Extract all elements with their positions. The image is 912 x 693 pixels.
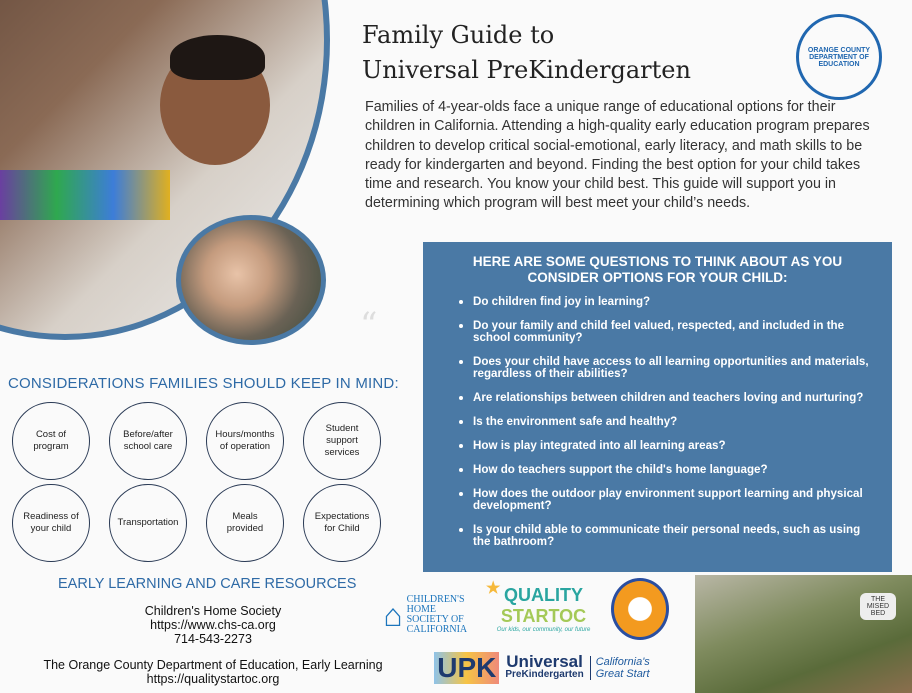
page-title — [362, 18, 691, 88]
consideration-circle: Cost of program — [12, 402, 90, 480]
considerations-heading: CONSIDERATIONS FAMILIES SHOULD KEEP IN MIND: — [8, 375, 399, 392]
garden-photo — [695, 575, 912, 693]
consideration-circle: Before/after school care — [109, 402, 187, 480]
qs-word-2: STARTOC — [500, 606, 587, 626]
resources-heading: EARLY LEARNING AND CARE RESOURCES — [58, 576, 357, 592]
question-item: Does your child have access to all learning opportunities and materials, regardless of their abilities? — [473, 356, 876, 380]
questions-panel — [423, 242, 892, 572]
question-item: Do children find joy in learning? — [473, 296, 876, 308]
consideration-circle: Readiness of your child — [12, 484, 90, 562]
house-icon: ⌂ — [383, 597, 403, 633]
ocde-logo — [796, 14, 882, 100]
garden-sign: THE MISED BED — [860, 593, 896, 620]
ocde-url[interactable]: https://qualitystartoc.org — [146, 672, 280, 686]
question-item: Is your child able to communicate their personal needs, such as using the bathroom? — [473, 524, 876, 548]
cgs-text: California's Great Start — [590, 656, 652, 680]
consideration-circle: Hours/months of operation — [206, 402, 284, 480]
intro-paragraph: Families of 4-year-olds face a unique range of educational options for their children in California. Attending a high-quality early education program prepares children to develop critical social-emotional, early literacy, and math skills to be ready for kindergarten and beyond. Finding the best option for your child takes time and research. You know your child best. This guide will support you in determining which program will best meet your child’s needs. — [365, 99, 870, 212]
upk-mark: UPK — [434, 652, 499, 684]
upk-sub: PreKindergarten — [505, 669, 584, 680]
consideration-circle: Transportation — [109, 484, 187, 562]
childcare-council-logo — [611, 578, 669, 640]
quote-mark-icon: “ — [360, 305, 378, 345]
chs-url[interactable]: https://www.chs-ca.org — [150, 618, 276, 632]
question-item: Is the environment safe and healthy? — [473, 416, 876, 428]
upk-name: Universal — [506, 652, 583, 671]
question-item: How is play integrated into all learning areas? — [473, 440, 876, 452]
chs-name: Children's Home Society — [144, 604, 282, 618]
upk-logo — [423, 648, 663, 688]
ocde-name: The Orange County Department of Education, Early Learning — [43, 658, 383, 672]
consideration-circle: Student support services — [303, 402, 381, 480]
ocde-logo-text: ORANGE COUNTY DEPARTMENT OF EDUCATION — [807, 46, 871, 68]
title-line-1: Family Guide to — [362, 21, 555, 49]
question-item: Are relationships between children and teachers loving and nurturing? — [473, 392, 876, 404]
ocde-resource — [18, 658, 408, 686]
consideration-circle: Meals provided — [206, 484, 284, 562]
chs-logo-text: CHILDREN'S HOME SOCIETY OF CALIFORNIA — [406, 594, 468, 635]
question-item: Do your family and child feel valued, respected, and included in the school community? — [473, 320, 876, 344]
qs-word-1: QUALITY — [504, 585, 583, 605]
question-item: How do teachers support the child's home language? — [473, 464, 876, 476]
qs-tagline: Our kids, our community, our future — [496, 627, 591, 633]
title-line-2: Universal PreKindergarten — [362, 56, 691, 84]
stars-icon: ★ — [486, 580, 501, 597]
children-inset-photo — [176, 215, 326, 345]
chs-logo — [366, 590, 486, 640]
chs-resource — [118, 604, 308, 646]
quality-start-logo — [486, 578, 601, 640]
question-item: How does the outdoor play environment support learning and physical development? — [473, 488, 876, 512]
chs-phone: 714-543-2273 — [174, 632, 252, 646]
questions-heading: HERE ARE SOME QUESTIONS TO THINK ABOUT AS YOU CONSIDER OPTIONS FOR YOUR CHILD: — [472, 254, 843, 285]
consideration-circle: Expectations for Child — [303, 484, 381, 562]
